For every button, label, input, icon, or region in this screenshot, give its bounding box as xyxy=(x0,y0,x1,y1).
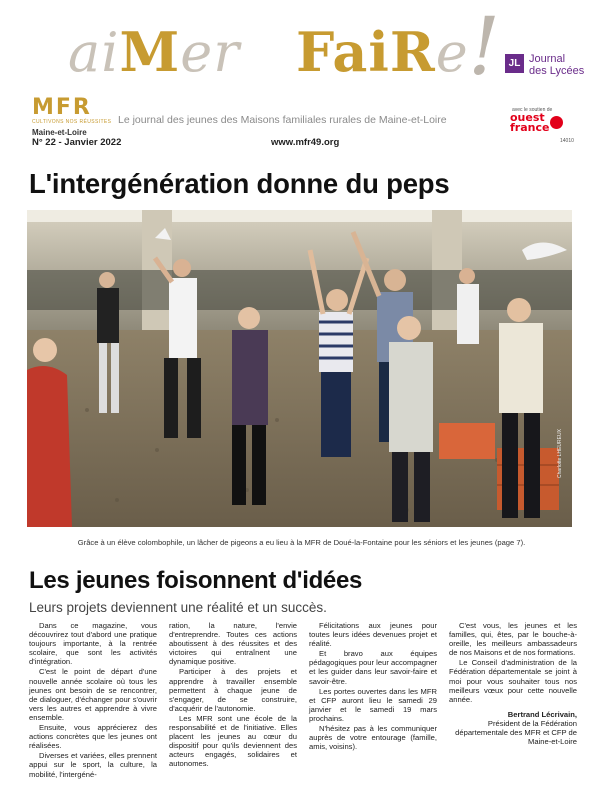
title-faire: FaiRe xyxy=(296,20,469,84)
journal-lycees-mark-icon: JL xyxy=(505,54,524,73)
paragraph: ration, la nature, l'envie d'entreprendre. Toutes ces actions aboutissent à des réussites et des victoires qui entraînent une dynamique positive. xyxy=(169,621,297,667)
editorial-column-4 xyxy=(449,621,577,746)
paragraph: Les MFR sont une école de la responsabilité et de l'initiative. Elles placent les jeunes au cœur du dispositif pour qu'ils deviennent des acteurs engagés, solidaires et autonomes. xyxy=(169,713,297,769)
paragraph: Diverses et variées, elles prennent appui sur le sport, la culture, la mobilité, l'intergéné- xyxy=(29,751,157,779)
journal-lycees-logo: JL Journal des Lycées xyxy=(505,54,585,84)
paragraph: Le Conseil d'administration de la Fédération départementale se joint à moi pour vous souhaiter tous nos meilleurs vœux pour cette nouvelle année. xyxy=(449,658,577,704)
cover-photo xyxy=(27,210,572,527)
code-number: 14010 xyxy=(560,138,574,144)
paragraph: Et bravo aux équipes pédagogiques pour leur accompagner et les guider dans leur savoir-faire et savoir-être. xyxy=(309,649,437,686)
paragraph: Dans ce magazine, vous découvrirez tout d'abord une pratique toujours importante, à la rentrée scolaire, que sont les activités d'intégration. xyxy=(29,621,157,667)
issue-number: N° 22 - Janvier 2022 xyxy=(32,137,122,148)
signature-name: Bertrand Lécrivain, xyxy=(507,709,577,719)
paragraph: Les portes ouvertes dans les MFR et CFP auront lieu le samedi 29 janvier et le samedi 19 mars prochains. xyxy=(309,686,437,723)
editorial-standfirst: Leurs projets deviennent une réalité et un succès. xyxy=(29,600,327,615)
paragraph: C'est le point de départ d'une nouvelle année scolaire où tous les jeunes ont besoin de se rencontrer, de dialoguer, d'échanger pour s'ouvrir vers les autres et apprendre à vivre ensemble. xyxy=(29,667,157,722)
ouest-france-dot-icon xyxy=(550,116,563,129)
paragraph: Participer à des projets et apprendre à travailler ensemble permettent à chaque jeune de s'engager, de se construire, d'acquérir de l'autonomie. xyxy=(169,667,297,713)
paragraph: C'est vous, les jeunes et les familles, qui, êtes, par le bouche-à-oreille, les meilleurs ambassadeurs de nos Maisons et de nos formations. xyxy=(449,621,577,658)
editorial-column-2 xyxy=(169,621,297,770)
mfr-logo: MFR CULTIVONS NOS RÉUSSITES Maine-et-Loire xyxy=(32,95,112,137)
paragraph: Ensuite, vous apprécierez des actions concrètes que les jeunes ont réalisées. xyxy=(29,723,157,751)
paragraph: Félicitations aux jeunes pour toutes leurs idées devenues projet et réalité. xyxy=(309,621,437,649)
pigeon-release-photo xyxy=(27,210,572,527)
photo-caption: Grâce à un élève colombophile, un lâcher de pigeons a eu lieu à la MFR de Doué-la-Fontaine pour les séniors et les jeunes (page 7). xyxy=(77,538,526,547)
signature-role: Président de la Fédération départementale des MFR et CFP de Maine-et-Loire xyxy=(455,718,577,747)
tagline: Le journal des jeunes des Maisons familiales rurales de Maine-et-Loire xyxy=(118,114,447,126)
paragraph: N'hésitez pas à les communiquer auprès de votre entourage (famille, amis, voisins). xyxy=(309,724,437,752)
ouest-france-logo: ouest france xyxy=(510,113,558,135)
support-label: avec le soutien de xyxy=(512,107,553,113)
headline: L'intergénération donne du peps xyxy=(29,168,450,199)
title-exclamation: ! xyxy=(468,0,501,93)
editorial-column-1 xyxy=(29,621,157,780)
website-link[interactable]: www.mfr49.org xyxy=(271,137,340,148)
masthead xyxy=(0,0,601,150)
editorial-column-3 xyxy=(309,621,437,752)
photo-credit: Charlotte LHEUREUX xyxy=(557,429,563,478)
title-aimer: aiMer xyxy=(68,20,241,84)
signature xyxy=(449,710,577,746)
editorial-title: Les jeunes foisonnent d'idées xyxy=(29,567,363,594)
